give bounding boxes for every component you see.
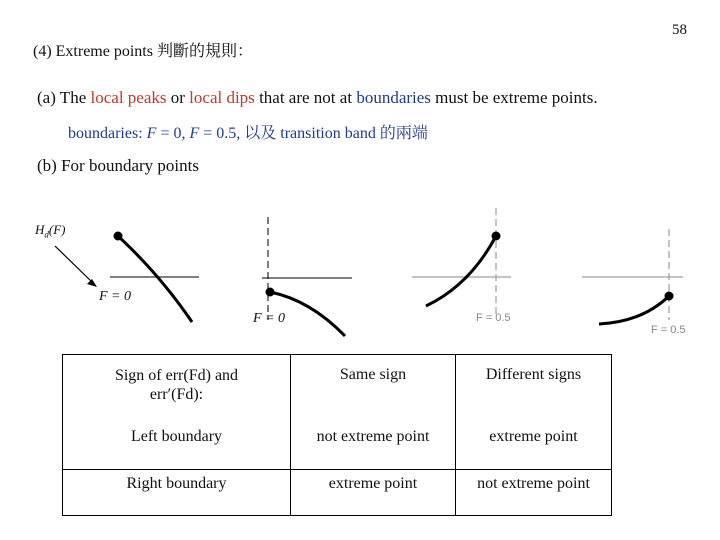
slide-title: (4) Extreme points 判斷的規則： (33, 43, 253, 60)
rule-a-middle: that are not at (254, 88, 357, 107)
header-same-sign: Same sign (291, 355, 456, 429)
cell-right-different: not extreme point (456, 470, 612, 516)
row-label-left-boundary: Left boundary (63, 428, 291, 470)
cell-right-same: extreme point (291, 470, 456, 516)
table-row (63, 428, 612, 470)
panel1-curve (118, 236, 192, 322)
panel3-endpoint-dot (492, 232, 501, 241)
hd-symbol: H (35, 222, 45, 237)
cell-left-different: extreme point (456, 428, 612, 470)
header-line-1: Sign of err(Fd) and (114, 367, 239, 384)
rule-a-or: or (166, 88, 190, 107)
page-number: 58 (672, 22, 687, 38)
table-row (63, 470, 612, 516)
local-dips-term: local dips (189, 88, 255, 107)
hd-arrowhead (87, 279, 97, 287)
rule-a-suffix: must be extreme points. (430, 88, 598, 107)
f-half-label-1: F = 0.5 (476, 312, 511, 324)
hd-of-f-label (35, 222, 66, 240)
panel3-curve (426, 236, 496, 306)
f-symbol-1: F (146, 125, 157, 142)
header-line-2: err′(Fd): (149, 386, 204, 403)
panel1-endpoint-dot (114, 232, 123, 241)
f-half-label-2: F = 0.5 (651, 324, 686, 336)
panel2-endpoint-dot (266, 288, 275, 297)
hd-argument: (F) (48, 222, 66, 237)
panel4-curve (599, 296, 669, 324)
header-sign-cell (63, 355, 291, 429)
cell-left-same: not extreme point (291, 428, 456, 470)
f-symbol-2: F (189, 125, 200, 142)
panel4-endpoint-dot (665, 292, 674, 301)
boundary-rule-table (62, 354, 612, 516)
hd-pointer-arrow (55, 246, 93, 283)
table-header-row (63, 355, 612, 429)
boundaries-prefix: boundaries: (68, 125, 147, 142)
f-zero-label-1: F = 0 (99, 289, 131, 304)
rule-a-prefix: (a) The (37, 88, 91, 107)
hd-subscript: d (44, 229, 49, 240)
row-label-right-boundary: Right boundary (63, 470, 291, 516)
f-value-1: = 0, (156, 125, 190, 142)
header-different-signs: Different signs (456, 355, 612, 429)
local-peaks-term: local peaks (90, 88, 167, 107)
boundaries-term: boundaries (356, 88, 431, 107)
rule-b: (b) For boundary points (37, 156, 199, 175)
f-zero-label-2: F = 0 (253, 311, 285, 326)
f-value-2: = 0.5, 以及 transition band 的兩端 (199, 125, 428, 142)
